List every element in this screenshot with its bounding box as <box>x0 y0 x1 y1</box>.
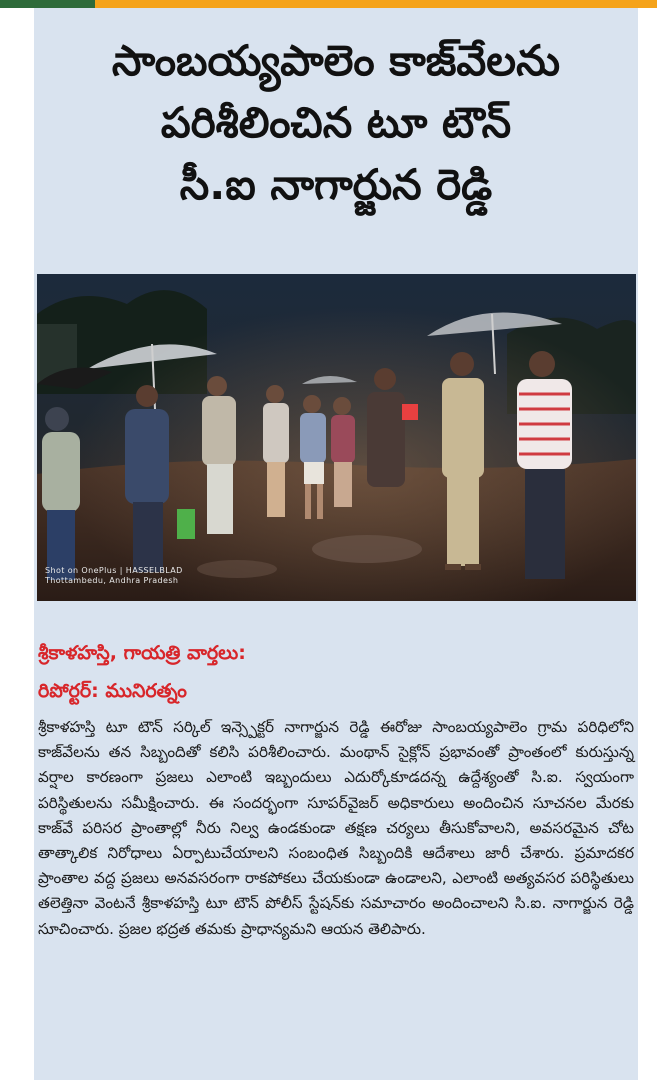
article-body: శ్రీకాళహస్తి టూ టౌన్ సర్కిల్ ఇన్స్పెక్టర్ నాగార్జున రెడ్డి ఈరోజు సాంబయ్యపాలెం గ్రామ పరిధిలోని కాజ్‌వేలను తన సిబ్బందితో కలిసి పరిశీలించారు. మంథాన్ సైక్లోన్ ప్రభావంతో ప్రాంతంలో కురుస్తున్న వర్షాల కారణంగా ప్రజలు ఎలాంటి ఇబ్బందులు ఎదుర్కోకూడదన్న ఉద్దేశ్యంతో సి.ఐ. స్వయంగా పరిస్థితులను సమీక్షించారు. ఈ సందర్భంగా సూపర్‌వైజర్ అధికారులు అందించిన సూచనల మేరకు కాజ్‌వే పరిసర ప్రాంతాల్లో నీరు నిల్వ ఉండకుండా తక్షణ చర్యలు తీసుకోవాలని, అవసరమైన చోట తాత్కాలిక నిరోధాలు ఏర్పాటుచేయాలని సంబంధిత సిబ్బందికి ఆదేశాలు జారీ చేశారు. ప్రమాదకర ప్రాంతాల వద్ద ప్రజలు అనవసరంగా రాకపోకలు చేయకుండా ఉండాలని, ఎలాంటి అత్యవసర పరిస్థితులు తలెత్తినా వెంటనే శ్రీకాళహస్తి టూ టౌన్ పోలీస్ స్టేషన్‌కు సమాచారం అందించాలని సి.ఐ. నాగార్జున రెడ్డి సూచించారు. ప్రజల భద్రత తమకు ప్రాధాన్యమని ఆయన తెలిపారు. <box>38 718 634 938</box>
photo-watermark-line-2: Thottambedu, Andhra Pradesh <box>45 576 179 585</box>
dateline: శ్రీకాళహస్తి, గాయత్రి వార్తలు: <box>38 642 246 664</box>
news-photo <box>37 274 636 601</box>
article-panel <box>34 8 638 1080</box>
top-strip-orange-segment <box>95 0 657 8</box>
news-photo-illustration <box>37 274 636 601</box>
photo-watermark <box>45 566 183 586</box>
headline-line-1: సాంబయ్యపాలెం కాజ్‌వేలను <box>111 36 561 85</box>
top-color-strip <box>0 0 657 8</box>
headline-line-3: సీ.ఐ నాగార్జున రెడ్డి <box>179 160 493 209</box>
reporter-byline: రిపోర్టర్: మునిరత్నం <box>38 680 187 702</box>
top-strip-green-segment <box>0 0 95 8</box>
headline <box>34 30 638 216</box>
photo-watermark-line-1: Shot on OnePlus | HASSELBLAD <box>45 566 183 575</box>
headline-line-2: పరిశీలించిన టూ టౌన్ <box>160 98 512 147</box>
